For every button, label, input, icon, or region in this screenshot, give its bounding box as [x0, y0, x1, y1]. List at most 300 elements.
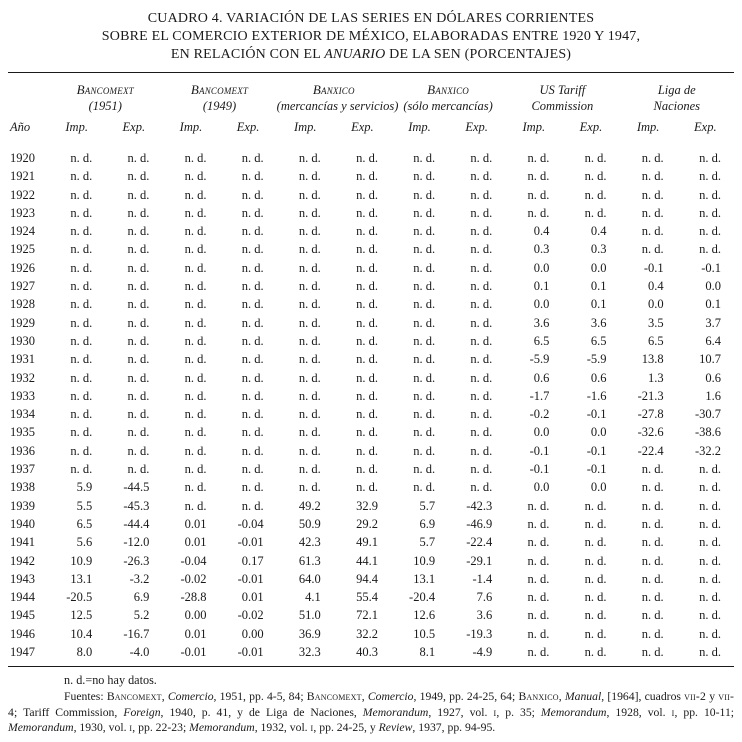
value-cell: n. d.	[584, 516, 607, 531]
value-cell: n. d.	[356, 242, 378, 257]
value-cell: n. d.	[184, 205, 207, 220]
value-cell: -21.3	[637, 388, 664, 403]
value-cell: n. d.	[699, 516, 721, 531]
value-cell: -29.1	[466, 553, 493, 568]
value-cell: 4.1	[305, 590, 321, 605]
value-cell: 10.9	[70, 553, 93, 568]
value-cell: -0.2	[529, 407, 550, 422]
exp-column-header: Exp.	[236, 120, 260, 134]
table-row	[8, 570, 734, 588]
value-cell: n. d.	[70, 462, 93, 477]
value-cell: n. d.	[699, 571, 721, 586]
value-cell: -0.01	[180, 645, 207, 660]
value-cell: n. d.	[527, 187, 550, 202]
value-cell: 1.3	[648, 370, 664, 385]
value-cell: -0.01	[237, 571, 264, 586]
value-cell: 10.4	[70, 626, 93, 641]
value-cell: n. d.	[241, 480, 264, 495]
column-header-row	[8, 114, 734, 149]
value-cell: n. d.	[470, 370, 493, 385]
value-cell: -32.2	[694, 443, 721, 458]
value-cell: n. d.	[584, 626, 607, 641]
value-cell: n. d.	[584, 553, 607, 568]
value-cell: n. d.	[298, 279, 321, 294]
value-cell: 0.6	[533, 370, 550, 385]
table-row	[8, 533, 734, 551]
value-cell: n. d.	[413, 370, 436, 385]
value-cell: n. d.	[413, 297, 436, 312]
value-cell: 0.0	[590, 480, 607, 495]
value-cell: -20.5	[66, 590, 93, 605]
value-cell: n. d.	[527, 571, 550, 586]
value-cell: n. d.	[641, 571, 664, 586]
value-cell: n. d.	[584, 590, 607, 605]
value-cell: n. d.	[298, 333, 321, 348]
table-row	[8, 204, 734, 222]
data-table	[8, 73, 734, 661]
value-cell: n. d.	[241, 260, 264, 275]
value-cell: n. d.	[470, 151, 493, 165]
value-cell: n. d.	[298, 297, 321, 312]
value-cell: -46.9	[466, 516, 493, 531]
value-cell: 0.6	[590, 370, 607, 385]
value-cell: n. d.	[298, 224, 321, 239]
value-cell: 36.9	[298, 626, 321, 641]
value-cell: 49.1	[356, 535, 378, 550]
table-row	[8, 332, 734, 350]
value-cell: n. d.	[584, 535, 607, 550]
value-cell: n. d.	[298, 480, 321, 495]
table-row	[8, 515, 734, 533]
value-cell: 10.9	[413, 553, 436, 568]
value-cell: n. d.	[70, 352, 93, 367]
value-cell: n. d.	[356, 315, 378, 330]
year-cell: 1934	[10, 407, 35, 422]
value-cell: n. d.	[298, 242, 321, 257]
value-cell: n. d.	[70, 297, 93, 312]
value-cell: n. d.	[356, 425, 378, 440]
year-column-header: Año	[10, 120, 31, 134]
value-cell: n. d.	[527, 151, 550, 165]
value-cell: -0.1	[586, 407, 607, 422]
col-group-us-tariff	[505, 73, 619, 114]
value-cell: 13.8	[641, 352, 664, 367]
value-cell: -22.4	[637, 443, 664, 458]
value-cell: n. d.	[184, 443, 207, 458]
value-cell: -0.04	[180, 553, 207, 568]
value-cell: n. d.	[241, 224, 264, 239]
table-row	[8, 588, 734, 606]
group-header-row	[8, 73, 734, 114]
year-cell: 1945	[10, 608, 35, 623]
value-cell: n. d.	[470, 187, 493, 202]
exp-column-header: Exp.	[122, 120, 146, 134]
value-cell: n. d.	[413, 352, 436, 367]
title-line-3-italic: ANUARIO	[324, 47, 386, 62]
value-cell: n. d.	[127, 205, 150, 220]
value-cell: n. d.	[127, 352, 150, 367]
value-cell: n. d.	[584, 169, 607, 184]
value-cell: 12.6	[413, 608, 436, 623]
value-cell: n. d.	[127, 333, 150, 348]
value-cell: n. d.	[470, 224, 493, 239]
value-cell: n. d.	[413, 443, 436, 458]
value-cell: n. d.	[184, 297, 207, 312]
value-cell: n. d.	[356, 297, 378, 312]
year-cell: 1940	[10, 516, 35, 531]
value-cell: -4.9	[472, 645, 493, 660]
value-cell: n. d.	[298, 388, 321, 403]
col-group-bancomext-1949	[162, 73, 276, 114]
value-cell: 61.3	[298, 553, 321, 568]
table-row	[8, 643, 734, 661]
value-cell: n. d.	[70, 425, 93, 440]
value-cell: -0.01	[237, 645, 264, 660]
value-cell: n. d.	[127, 388, 150, 403]
value-cell: n. d.	[298, 315, 321, 330]
value-cell: n. d.	[356, 333, 378, 348]
value-cell: n. d.	[184, 498, 207, 513]
value-cell: 5.7	[419, 535, 436, 550]
value-cell: 0.0	[533, 480, 550, 495]
value-cell: n. d.	[298, 370, 321, 385]
value-cell: n. d.	[356, 462, 378, 477]
value-cell: n. d.	[413, 224, 436, 239]
value-cell: n. d.	[699, 498, 721, 513]
value-cell: n. d.	[298, 205, 321, 220]
year-cell: 1942	[10, 553, 35, 568]
value-cell: n. d.	[584, 151, 607, 165]
value-cell: 3.6	[533, 315, 550, 330]
value-cell: 1.6	[705, 388, 721, 403]
value-cell: -44.5	[123, 480, 150, 495]
value-cell: -44.4	[123, 516, 150, 531]
table-row	[8, 387, 734, 405]
year-cell: 1944	[10, 590, 35, 605]
value-cell: n. d.	[184, 279, 207, 294]
value-cell: n. d.	[641, 535, 664, 550]
value-cell: n. d.	[641, 608, 664, 623]
value-cell: n. d.	[584, 498, 607, 513]
value-cell: n. d.	[641, 480, 664, 495]
value-cell: 5.9	[76, 480, 93, 495]
value-cell: 6.5	[648, 333, 664, 348]
value-cell: n. d.	[356, 480, 378, 495]
year-cell: 1920	[10, 151, 35, 165]
table-row	[8, 625, 734, 643]
value-cell: 6.5	[76, 516, 93, 531]
value-cell: n. d.	[699, 608, 721, 623]
table-row	[8, 405, 734, 423]
col-group-bancomext-1949-sub: (1949)	[202, 99, 237, 113]
value-cell: 0.3	[590, 242, 607, 257]
value-cell: 0.01	[184, 516, 207, 531]
year-cell: 1925	[10, 242, 35, 257]
value-cell: n. d.	[527, 626, 550, 641]
year-cell: 1933	[10, 388, 35, 403]
value-cell: n. d.	[470, 297, 493, 312]
value-cell: n. d.	[413, 425, 436, 440]
value-cell: n. d.	[470, 480, 493, 495]
value-cell: n. d.	[127, 242, 150, 257]
value-cell: n. d.	[641, 553, 664, 568]
value-cell: n. d.	[184, 425, 207, 440]
value-cell: n. d.	[298, 425, 321, 440]
table-row	[8, 149, 734, 167]
value-cell: n. d.	[527, 590, 550, 605]
value-cell: -19.3	[466, 626, 493, 641]
value-cell: n. d.	[70, 443, 93, 458]
value-cell: n. d.	[356, 169, 378, 184]
value-cell: 55.4	[356, 590, 378, 605]
year-cell: 1926	[10, 260, 35, 275]
value-cell: n. d.	[241, 425, 264, 440]
value-cell: n. d.	[641, 169, 664, 184]
col-group-bancomext-1951-name: Bancomext	[76, 82, 134, 97]
value-cell: n. d.	[527, 553, 550, 568]
value-cell: 6.9	[419, 516, 436, 531]
value-cell: -26.3	[123, 553, 150, 568]
value-cell: 3.5	[648, 315, 664, 330]
col-group-bancomext-1949-name: Bancomext	[190, 82, 249, 97]
value-cell: 32.3	[298, 645, 321, 660]
value-cell: n. d.	[413, 260, 436, 275]
footnotes	[8, 673, 734, 735]
value-cell: n. d.	[127, 224, 150, 239]
value-cell: n. d.	[699, 462, 721, 477]
value-cell: n. d.	[413, 407, 436, 422]
value-cell: n. d.	[527, 608, 550, 623]
year-cell: 1923	[10, 205, 35, 220]
value-cell: 0.17	[241, 553, 264, 568]
value-cell: 10.7	[699, 352, 721, 367]
value-cell: n. d.	[699, 151, 721, 165]
value-cell: n. d.	[470, 425, 493, 440]
value-cell: -45.3	[123, 498, 150, 513]
value-cell: 5.2	[133, 608, 150, 623]
value-cell: -42.3	[466, 498, 493, 513]
year-cell: 1932	[10, 370, 35, 385]
year-cell: 1941	[10, 535, 35, 550]
col-group-liga-naciones-sub: Naciones	[653, 99, 701, 113]
value-cell: n. d.	[356, 151, 378, 165]
value-cell: n. d.	[184, 169, 207, 184]
table-row	[8, 552, 734, 570]
table-row	[8, 186, 734, 204]
value-cell: n. d.	[241, 315, 264, 330]
value-cell: 0.0	[705, 279, 721, 294]
value-cell: n. d.	[699, 187, 721, 202]
title-line-3	[8, 46, 734, 64]
imp-column-header: Imp.	[408, 120, 431, 134]
value-cell: 3.7	[705, 315, 721, 330]
value-cell: n. d.	[356, 388, 378, 403]
value-cell: n. d.	[70, 169, 93, 184]
value-cell: -1.6	[586, 388, 607, 403]
table-row	[8, 314, 734, 332]
value-cell: n. d.	[298, 407, 321, 422]
value-cell: -5.9	[529, 352, 550, 367]
year-cell: 1927	[10, 279, 35, 294]
value-cell: n. d.	[413, 151, 436, 165]
value-cell: n. d.	[356, 352, 378, 367]
value-cell: -12.0	[123, 535, 150, 550]
value-cell: 0.0	[533, 260, 550, 275]
value-cell: n. d.	[584, 187, 607, 202]
title-line-2: SOBRE EL COMERCIO EXTERIOR DE MÉXICO, ELABORADAS ENTRE 1920 Y 1947,	[101, 29, 641, 44]
value-cell: n. d.	[241, 370, 264, 385]
value-cell: n. d.	[184, 333, 207, 348]
value-cell: n. d.	[527, 498, 550, 513]
value-cell: n. d.	[413, 187, 436, 202]
table-row	[8, 259, 734, 277]
value-cell: n. d.	[699, 590, 721, 605]
table-row	[8, 350, 734, 368]
value-cell: n. d.	[241, 498, 264, 513]
value-cell: n. d.	[241, 169, 264, 184]
value-cell: n. d.	[298, 187, 321, 202]
value-cell: n. d.	[184, 315, 207, 330]
value-cell: 7.6	[476, 590, 493, 605]
value-cell: n. d.	[641, 626, 664, 641]
col-group-banxico-servicios	[276, 73, 399, 114]
value-cell: n. d.	[356, 205, 378, 220]
value-cell: n. d.	[641, 224, 664, 239]
year-cell: 1931	[10, 352, 35, 367]
nd-note: n. d.=no hay datos.	[64, 673, 157, 688]
value-cell: 0.4	[648, 279, 664, 294]
value-cell: n. d.	[127, 169, 150, 184]
value-cell: 32.9	[356, 498, 378, 513]
col-group-banxico-mercancias	[391, 73, 505, 114]
value-cell: n. d.	[356, 407, 378, 422]
table-row	[8, 606, 734, 624]
imp-column-header: Imp.	[636, 120, 660, 134]
value-cell: 64.0	[298, 571, 321, 586]
value-cell: 6.5	[533, 333, 550, 348]
value-cell: n. d.	[70, 242, 93, 257]
value-cell: n. d.	[641, 462, 664, 477]
value-cell: 50.9	[298, 516, 321, 531]
value-cell: -22.4	[466, 535, 493, 550]
value-cell: n. d.	[127, 279, 150, 294]
value-cell: n. d.	[641, 645, 664, 660]
value-cell: n. d.	[127, 315, 150, 330]
value-cell: n. d.	[413, 169, 436, 184]
value-cell: 0.00	[241, 626, 264, 641]
value-cell: 0.4	[533, 224, 550, 239]
table-row	[8, 478, 734, 496]
value-cell: n. d.	[699, 553, 721, 568]
year-cell: 1924	[10, 224, 35, 239]
value-cell: n. d.	[641, 187, 664, 202]
title-line-3-pre: EN RELACIÓN CON EL	[170, 47, 325, 62]
value-cell: 0.6	[705, 370, 721, 385]
year-cell: 1929	[10, 315, 35, 330]
value-cell: n. d.	[70, 407, 93, 422]
value-cell: n. d.	[184, 224, 207, 239]
value-cell: n. d.	[470, 462, 493, 477]
value-cell: 0.01	[241, 590, 264, 605]
group-header-spacer	[8, 73, 48, 114]
value-cell: n. d.	[413, 462, 436, 477]
value-cell: 0.1	[590, 297, 607, 312]
value-cell: 0.0	[533, 425, 550, 440]
year-cell: 1937	[10, 462, 35, 477]
value-cell: n. d.	[241, 352, 264, 367]
value-cell: n. d.	[127, 462, 150, 477]
value-cell: n. d.	[184, 407, 207, 422]
value-cell: -32.6	[637, 425, 664, 440]
value-cell: n. d.	[527, 516, 550, 531]
value-cell: n. d.	[241, 407, 264, 422]
year-cell: 1930	[10, 333, 35, 348]
value-cell: n. d.	[298, 352, 321, 367]
imp-column-header: Imp.	[293, 120, 317, 134]
value-cell: 40.3	[356, 645, 378, 660]
value-cell: n. d.	[527, 535, 550, 550]
value-cell: 0.3	[533, 242, 550, 257]
value-cell: n. d.	[413, 205, 436, 220]
value-cell: 5.5	[76, 498, 93, 513]
value-cell: 0.00	[184, 608, 207, 623]
value-cell: 3.6	[590, 315, 607, 330]
table-row	[8, 423, 734, 441]
value-cell: n. d.	[699, 480, 721, 495]
value-cell: -0.1	[643, 260, 664, 275]
value-cell: n. d.	[470, 352, 493, 367]
value-cell: 29.2	[356, 516, 378, 531]
value-cell: n. d.	[184, 462, 207, 477]
value-cell: n. d.	[241, 443, 264, 458]
table-body	[8, 149, 734, 661]
table-row	[8, 295, 734, 313]
value-cell: 44.1	[356, 553, 378, 568]
sources-note: Fuentes: Bancomext, Comercio, 1951, pp. 4-5, 84; Bancomext, Comercio, 1949, pp. 24-25, 64; Banxico, Manual, [1964], cuadros vii-2 y vii-4; Tariff Commission, Foreign, 1940, p. 41, y de Liga de Naciones, Memorandum, 1927, vol. i, p. 35; Memorandum, 1928, vol. i, pp. 10-11; Memorandum, 1930, vol. i, pp. 22-23; Memorandum, 1932, vol. i, pp. 24-25, y Review, 1937, pp. 94-95.	[8, 690, 735, 734]
value-cell: n. d.	[184, 480, 207, 495]
value-cell: n. d.	[70, 205, 93, 220]
value-cell: n. d.	[356, 443, 378, 458]
value-cell: n. d.	[584, 608, 607, 623]
value-cell: 6.4	[705, 333, 721, 348]
title-line-3-post: DE LA SEN (PORCENTAJES)	[385, 47, 572, 62]
col-group-bancomext-1951-sub: (1951)	[88, 99, 122, 113]
col-group-banxico-mercancias-sub: (sólo mercancías)	[403, 99, 493, 113]
value-cell: n. d.	[70, 370, 93, 385]
col-group-bancomext-1951	[48, 73, 162, 114]
table-title	[8, 10, 734, 64]
value-cell: 10.5	[413, 626, 436, 641]
table-container	[8, 72, 734, 667]
value-cell: n. d.	[470, 169, 493, 184]
value-cell: n. d.	[70, 315, 93, 330]
value-cell: n. d.	[241, 205, 264, 220]
value-cell: n. d.	[470, 205, 493, 220]
value-cell: n. d.	[413, 242, 436, 257]
exp-column-header: Exp.	[351, 120, 374, 134]
value-cell: n. d.	[127, 443, 150, 458]
value-cell: 32.2	[356, 626, 378, 641]
col-group-banxico-servicios-sub: (mercancías y servicios)	[276, 99, 399, 113]
value-cell: n. d.	[356, 279, 378, 294]
col-group-liga-naciones-name: Liga de	[657, 83, 696, 97]
value-cell: n. d.	[184, 370, 207, 385]
value-cell: 3.6	[476, 608, 493, 623]
value-cell: n. d.	[699, 205, 721, 220]
value-cell: n. d.	[699, 645, 721, 660]
year-cell: 1935	[10, 425, 35, 440]
value-cell: n. d.	[470, 279, 493, 294]
